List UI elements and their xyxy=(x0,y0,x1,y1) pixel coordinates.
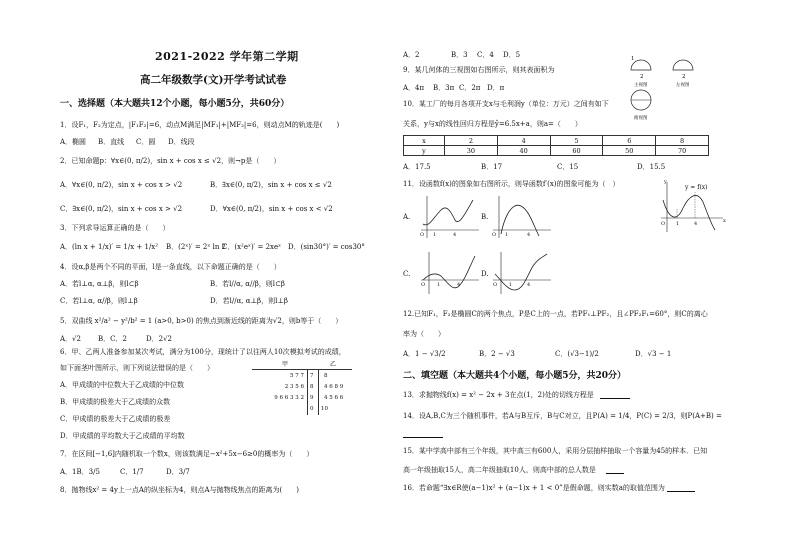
q10-stem-line1: 10．某工厂的每月各项开支x与毛利润y（单位：万元）之间有如下 xyxy=(403,100,609,108)
stem-leaf-right-head: 乙 xyxy=(330,361,337,368)
q9-dim-label-2: 2 xyxy=(640,74,644,80)
q10-table-row-y xyxy=(404,146,709,156)
q9-dim-label-3: 2 xyxy=(682,74,686,80)
q9-option-b: B．3π xyxy=(433,84,455,92)
q1-stem: 1．设F₁，F₂为定点，|F₁F₂|=6，动点M满足|MF₁|+|MF₂|=6，则动点M的轨迹是( ) xyxy=(60,121,340,129)
q11-a-origin: O xyxy=(420,232,425,238)
q6-stem-line1: 6．甲、乙两人准备参加某次考试，满分为100分，现统计了以往两人10次模拟考试的成绩， xyxy=(60,348,346,356)
q11-b-tick-1: 1 xyxy=(505,232,509,238)
stem-leaf-vline-left xyxy=(307,369,308,415)
q6-option-b: B．甲成绩的极差大于乙成绩的众数 xyxy=(60,398,171,406)
q2-option-b: B．∃x∈(0, π/2)，sin x + cos x ≤ √2 xyxy=(210,181,332,189)
q2-stem: 2．已知命题p：∀x∈(0, π/2)，sin x + cos x ≤ √2，则¬p是（ ） xyxy=(60,157,281,165)
q16-answer-blank[interactable] xyxy=(667,484,695,492)
q2-option-a: A．∀x∈(0, π/2)，sin x + cos x > √2 xyxy=(60,181,183,189)
q11-a-tick-4: 4 xyxy=(453,232,457,238)
q6-option-a: A．甲成绩的中位数大于乙成绩的中位数 xyxy=(60,381,185,389)
stem-leaf-row2-right: 4 6 8 9 xyxy=(324,384,344,390)
stem-leaf-row3-left: 9 6 6 3 3 2 xyxy=(274,395,304,401)
exam-title: 2021-2022 学年第二学期 xyxy=(155,50,299,63)
q5-option-a: A．√2 xyxy=(60,335,81,343)
q14-stem: 14．设A,B,C为三个随机事件，若A与B互斥，B与C对立，且P(A) = 1/4，P(C) = 2/3，则P(A+B) = xyxy=(403,412,722,420)
table-cell: 2 xyxy=(445,136,498,146)
q11-c-origin: O xyxy=(421,282,426,288)
q12-option-b: B．2 − √3 xyxy=(479,350,515,358)
q3-option-d: D．(sin30°)′ = cos30° xyxy=(288,243,365,251)
q9-option-a: A．4π xyxy=(403,84,425,92)
q8-option-a: A．2 xyxy=(403,51,420,59)
q7-option-ab: A．1B．3/5 xyxy=(60,468,100,476)
table-cell: 6 xyxy=(603,136,656,146)
q2-option-d: D．∀x∈(0, π/2)，sin x + cos x < √2 xyxy=(210,205,333,213)
q10-option-a: A．17.5 xyxy=(403,163,431,171)
q9-side-view-label: 左视图 xyxy=(676,83,690,88)
q11-d-tick-1: 1 xyxy=(509,282,513,288)
q4-stem: 4．设α,β是两个不同的平面，l是一条直线，以下命题正确的是（ ） xyxy=(60,263,281,271)
q8-option-c: C．4 xyxy=(477,51,494,59)
q11-c-tick-1: 1 xyxy=(437,282,441,288)
q9-front-view-label: 主视图 xyxy=(634,83,648,88)
q3-option-c: C．(x²eˣ)′ = 2xeˣ xyxy=(222,243,282,251)
q7-stem: 7．在区间[−1,6]内随机取一个数x，则该数满足−x²+5x−6≥0的概率为（ ） xyxy=(60,450,314,458)
q11-f-graph-label: y = f(x) xyxy=(685,184,708,191)
q11-graph-b xyxy=(491,194,553,240)
q12-option-c: C．(√3−1)/2 xyxy=(555,350,599,358)
q11-f-y-label: y xyxy=(664,179,667,185)
q9-dim-label-1: 1 xyxy=(631,56,635,62)
table-cell: x xyxy=(404,136,445,146)
q7-option-d: D．3/7 xyxy=(166,468,190,476)
stem-leaf-row2-left: 2 3 5 6 xyxy=(284,384,304,390)
stem-leaf-row3-right: 4 5 6 6 xyxy=(324,395,344,401)
section-2-heading: 二、填空题（本大题共4个小题，每小题5分，共20分） xyxy=(403,371,627,381)
q1-option-a: A．椭圆 xyxy=(60,138,87,146)
q6-option-d: D．甲成绩的平均数大于乙成绩的平均数 xyxy=(60,432,185,440)
q3-option-b: B．(2ˣ)′ = 2ˣ ln 2 xyxy=(166,243,227,251)
q9-option-d: D．π xyxy=(487,84,505,92)
q11-d-origin: O xyxy=(493,282,498,288)
q15-stem-line2: 高一年级抽取15人，高二年级抽取10人，则高中部的总人数是 xyxy=(403,466,596,474)
q4-option-b: B．若l//α, α//β，则l⊂β xyxy=(210,280,285,288)
q13-stem: 13．求抛物线f(x) = x² − 2x + 3在点(1，2)处的切线方程是 xyxy=(403,391,594,399)
q11-f-origin: O xyxy=(661,221,666,227)
q11-graph-c xyxy=(419,250,481,296)
table-cell: 4 xyxy=(497,136,550,146)
q5-stem: 5．双曲线 x²/a² − y²/b² = 1 (a>0, b>0) 的焦点到渐近线的距离为√2，则b等于（ ） xyxy=(60,317,343,325)
q1-option-b: B．直线 xyxy=(98,138,125,146)
q16-stem: 16．若命题“∃x∈R使(a−1)x² + (a−1)x + 1 < 0”是假命题，则实数a的取值范围为 xyxy=(403,484,665,492)
q4-option-d: D．若l//α, α⊥β，则l⊥β xyxy=(210,297,288,305)
table-cell: y xyxy=(404,146,445,156)
q11-graph-a xyxy=(419,194,481,240)
table-cell: 5 xyxy=(550,136,603,146)
q10-table-row-x xyxy=(404,136,709,146)
q10-stem-line2: 关系，y与x的线性回归方程是ŷ=6.5x+a，则a=（ ） xyxy=(403,120,582,128)
q11-a-tick-1: 1 xyxy=(433,232,437,238)
q4-option-a: A．若l⊥α, α⊥β，则l⊂β xyxy=(60,280,139,288)
stem-leaf-row2-stem: 8 xyxy=(310,384,314,390)
q6-option-c: C．甲成绩的极差大于乙成绩的极差 xyxy=(60,415,171,423)
stem-leaf-row3-stem: 9 xyxy=(310,395,314,401)
q10-option-c: C．15 xyxy=(557,163,579,171)
exam-subtitle: 高二年级数学(文)开学考试试卷 xyxy=(140,74,287,86)
q3-stem: 3．下列求导运算正确的是（ ） xyxy=(60,224,170,232)
table-cell: 40 xyxy=(497,146,550,156)
table-cell: 70 xyxy=(656,146,709,156)
q15-stem-line1: 15．某中学高中部有三个年级，其中高三有600人，采用分层抽样抽取一个容量为45的样本．已知 xyxy=(403,447,708,455)
q1-option-d: D．线段 xyxy=(168,138,195,146)
stem-leaf-row1-right: 8 xyxy=(324,373,328,379)
q11-b-tick-4: 4 xyxy=(527,232,531,238)
section-1-heading: 一、选择题（本大题共12个小题，每小题5分，共60分） xyxy=(60,99,290,109)
q8-stem: 8．抛物线x² = 4y上一点A的纵坐标为4，则点A与抛物线焦点的距离为( ) xyxy=(60,486,299,494)
table-cell: 50 xyxy=(603,146,656,156)
q6-stem-line2: 如下面茎叶图所示，则下列说法错误的是（ ） xyxy=(60,364,214,372)
q9-stem: 9．某几何体的三视图如右图所示，则其表面积为 xyxy=(403,66,555,74)
q11-graph-d xyxy=(491,250,553,296)
q11-f-x-label: x xyxy=(723,218,726,224)
q7-option-c: C．1/7 xyxy=(120,468,144,476)
q14-answer-blank[interactable] xyxy=(403,430,443,438)
q9-top-view-label: 俯视图 xyxy=(634,116,648,121)
stem-leaf-row4-right: 10 xyxy=(321,406,328,412)
q11-option-c: C. xyxy=(403,270,411,278)
q11-d-tick-4: 4 xyxy=(527,282,531,288)
q11-b-origin: O xyxy=(492,232,497,238)
q9-option-c: C．2π xyxy=(459,84,481,92)
q12-option-a: A．1 − √3/2 xyxy=(403,350,446,358)
q5-option-d: D．2√2 xyxy=(146,335,172,343)
q10-option-d: D．15.5 xyxy=(637,163,666,171)
stem-leaf-diagram xyxy=(252,360,352,416)
q12-stem-line2: 率为（ ） xyxy=(403,330,445,338)
q2-option-c: C．∃x∈(0, π/2)，sin x + cos x > √2 xyxy=(60,205,183,213)
q11-f-tick-4: 4 xyxy=(694,221,698,227)
stem-leaf-left-head: 甲 xyxy=(282,361,289,368)
stem-leaf-vline-right xyxy=(318,369,319,415)
stem-leaf-hline xyxy=(252,369,352,370)
stem-leaf-row1-stem: 7 xyxy=(310,373,314,379)
table-cell: 8 xyxy=(656,136,709,146)
q8-option-b: B．3 xyxy=(451,51,468,59)
q11-stem: 11．设函数f(x)的图象如右图所示，则导函数f′(x)的图象可能为（ ） xyxy=(403,180,620,188)
q12-option-d: D．√3 − 1 xyxy=(635,350,672,358)
q11-f-tick-1: 1 xyxy=(676,221,680,227)
q12-stem-line1: 12.已知F₁，F₂是椭圆C的两个焦点，P是C上的一点，若PF₁⊥PF₂，且∠PF₂F₁=60°，则C的离心 xyxy=(403,310,708,318)
q8-option-d: D．5 xyxy=(503,51,521,59)
q3-option-a: A．(ln x + 1/x)′ = 1/x + 1/x² xyxy=(60,243,159,251)
q11-option-b: B. xyxy=(481,213,489,221)
q4-option-c: C．若l⊥α, α//β，则l⊥β xyxy=(60,297,138,305)
stem-leaf-row4-stem: 0 xyxy=(310,406,314,412)
q5-option-bc: B．C．2 xyxy=(98,335,127,343)
q10-data-table xyxy=(403,135,709,156)
table-cell: 30 xyxy=(445,146,498,156)
stem-leaf-row1-left: 5 7 7 xyxy=(290,373,304,379)
q11-option-d: D. xyxy=(481,270,489,278)
q13-answer-blank[interactable] xyxy=(600,391,630,399)
table-cell: 60 xyxy=(550,146,603,156)
q1-option-c: C．圆 xyxy=(136,138,156,146)
q11-c-tick-4: 4 xyxy=(457,282,461,288)
right-column xyxy=(397,0,794,550)
q15-answer-blank[interactable] xyxy=(606,466,624,474)
q11-option-a: A. xyxy=(403,213,411,221)
q10-option-b: B．17 xyxy=(481,163,503,171)
